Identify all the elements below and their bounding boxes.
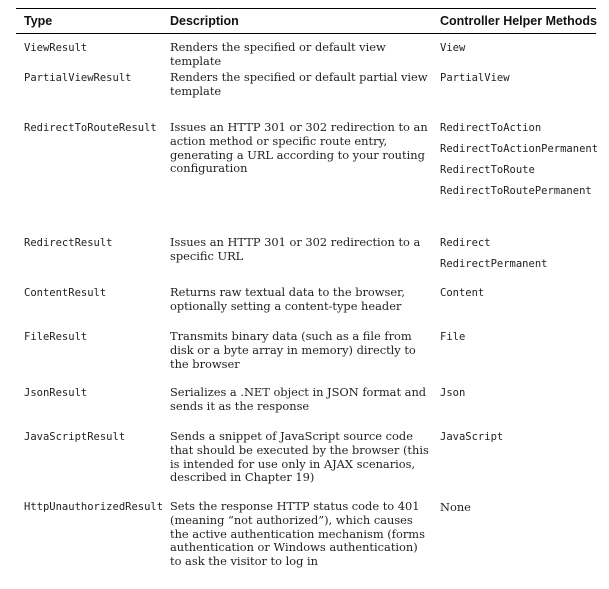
description-cell: Renders the specified or default partial view template [170, 70, 428, 98]
helper-method: RedirectToRoute [440, 164, 535, 176]
type-cell: RedirectResult [24, 237, 113, 249]
header-methods: Controller Helper Methods [440, 14, 597, 28]
description-cell: Serializes a .NET object in JSON format and sends it as the response [170, 385, 427, 413]
methods-cell [440, 330, 465, 351]
methods-cell [440, 41, 465, 62]
helper-method: PartialView [440, 72, 510, 84]
methods-cell [440, 71, 510, 92]
description-cell: Sets the response HTTP status code to 401 (meaning “not authorized”), which causes the active authentication mechanism (forms authentication or Windows authentication) to ask the visitor to log in [170, 499, 425, 569]
helper-method: None [440, 500, 471, 514]
type-cell: JsonResult [24, 387, 88, 399]
table-header-rule [16, 33, 596, 34]
helper-method: Content [440, 287, 485, 299]
helper-method: RedirectToActionPermanent [440, 143, 599, 155]
type-cell: ContentResult [24, 287, 107, 299]
type-cell: ViewResult [24, 42, 88, 54]
helper-method: JavaScript [440, 431, 504, 443]
helper-method: Json [440, 387, 466, 399]
methods-cell [440, 500, 471, 521]
type-cell: RedirectToRouteResult [24, 122, 157, 134]
type-cell: PartialViewResult [24, 72, 132, 84]
methods-cell [440, 286, 484, 307]
description-cell: Issues an HTTP 301 or 302 redirection to a specific URL [170, 235, 421, 263]
methods-cell [440, 236, 547, 278]
helper-method: View [440, 42, 466, 54]
methods-cell [440, 121, 598, 205]
methods-cell [440, 430, 503, 451]
type-cell: HttpUnauthorizedResult [24, 501, 164, 513]
type-cell: FileResult [24, 331, 88, 343]
helper-method: RedirectPermanent [440, 258, 548, 270]
description-cell: Returns raw textual data to the browser, optionally setting a content-type header [170, 285, 405, 313]
helper-method: Redirect [440, 237, 491, 249]
header-description: Description [170, 14, 239, 28]
type-cell: JavaScriptResult [24, 431, 126, 443]
methods-cell [440, 386, 465, 407]
helper-method: File [440, 331, 466, 343]
description-cell: Issues an HTTP 301 or 302 redirection to an action method or specific route entry, generating a URL according to your routing configuration [170, 120, 428, 176]
header-type: Type [24, 14, 53, 28]
helper-method: RedirectToAction [440, 122, 542, 134]
description-cell: Transmits binary data (such as a file from disk or a byte array in memory) directly to the browser [170, 329, 416, 371]
helper-method: RedirectToRoutePermanent [440, 185, 592, 197]
description-cell: Renders the specified or default view template [170, 40, 386, 68]
description-cell: Sends a snippet of JavaScript source code that should be executed by the browser (this is intended for use only in AJAX scenarios, described in Chapter 19) [170, 429, 429, 485]
table-top-rule [16, 8, 596, 9]
